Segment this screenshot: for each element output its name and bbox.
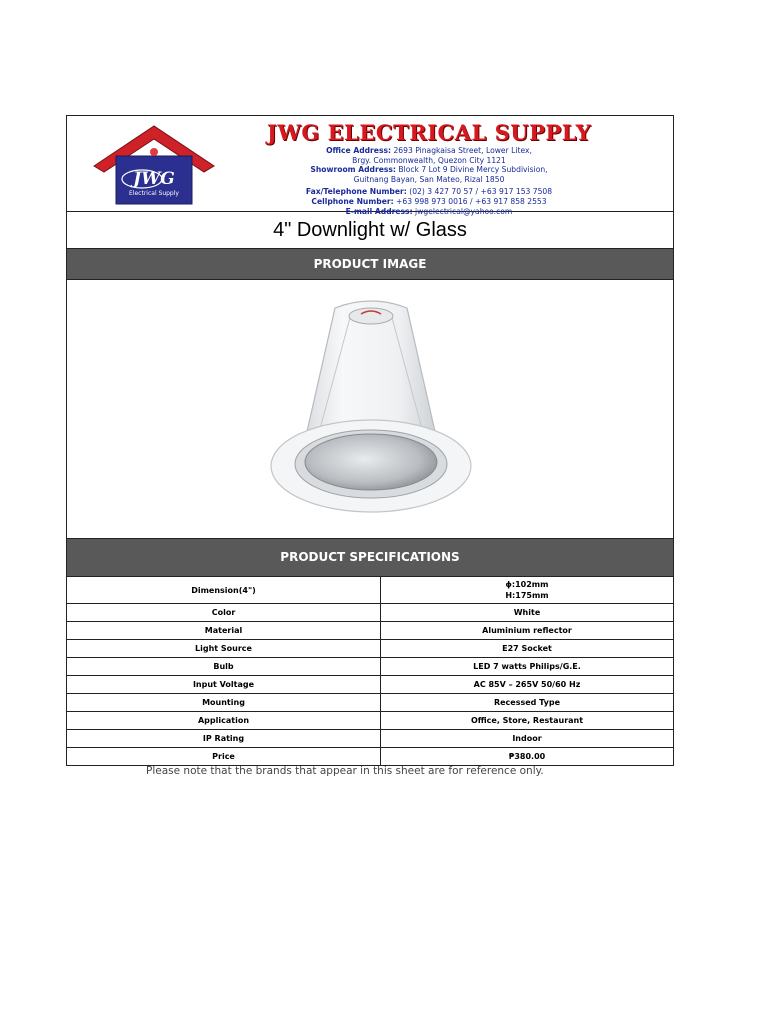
fax-value: (02) 3 427 70 57 / +63 917 153 7508: [409, 187, 553, 197]
product-image-area: [67, 280, 673, 539]
downlight-product-image: [265, 290, 477, 528]
office-line2: Brgy. Commonwealth, Quezon City 1121: [352, 155, 506, 165]
spec-value: Recessed Type: [381, 694, 674, 712]
spec-label: Light Source: [67, 640, 381, 658]
table-row: [67, 748, 673, 766]
spec-label: Bulb: [67, 658, 381, 676]
spec-label: Dimension(4"): [67, 577, 381, 604]
product-title-row: [67, 212, 673, 249]
specs-table: [67, 577, 673, 765]
spec-value: Office, Store, Restaurant: [381, 712, 674, 730]
company-header: [67, 116, 673, 216]
table-row: [67, 658, 673, 676]
spec-label: IP Rating: [67, 730, 381, 748]
spec-label: Color: [67, 604, 381, 622]
product-specs-header: PRODUCT SPECIFICATIONS: [67, 539, 673, 577]
disclaimer-note: Please note that the brands that appear in this sheet are for reference only.: [146, 765, 544, 777]
product-image-header: PRODUCT IMAGE: [67, 249, 673, 280]
spec-value: Aluminium reflector: [381, 622, 674, 640]
showroom-label: Showroom Address:: [310, 165, 396, 175]
office-line1: 2693 Pinagkaisa Street, Lower Litex,: [393, 146, 532, 155]
spec-value: LED 7 watts Philips/G.E.: [381, 658, 674, 676]
spec-value: [381, 577, 674, 604]
table-row: [67, 730, 673, 748]
product-sheet: [66, 115, 674, 766]
table-row: [67, 676, 673, 694]
spec-value: ₱380.00: [381, 748, 674, 766]
logo-text: JWG: [133, 169, 175, 189]
office-label: Office Address:: [326, 146, 392, 155]
email-label: E-mail Address:: [345, 206, 413, 216]
table-row: [67, 622, 673, 640]
cell-label: Cellphone Number:: [311, 196, 394, 206]
dimension-height: H:175mm: [505, 591, 549, 600]
spec-label: Material: [67, 622, 381, 640]
spec-label: Input Voltage: [67, 676, 381, 694]
table-row: [67, 694, 673, 712]
spec-value: White: [381, 604, 674, 622]
table-row: [67, 712, 673, 730]
product-title: 4" Downlight w/ Glass: [273, 219, 467, 241]
fax-label: Fax/Telephone Number:: [305, 187, 407, 197]
table-row: [67, 604, 673, 622]
spec-label: Price: [67, 748, 381, 766]
spec-value: Indoor: [381, 730, 674, 748]
spec-value: AC 85V – 265V 50/60 Hz: [381, 676, 674, 694]
table-row: [67, 640, 673, 658]
showroom-line2: Guitnang Bayan, San Mateo, Rizal 1850: [353, 174, 505, 184]
cell-value: +63 998 973 0016 / +63 917 858 2553: [396, 196, 547, 206]
house-logo-icon: [92, 122, 216, 206]
logo-subtext: Electrical Supply: [129, 190, 179, 197]
company-name: JWG ELECTRICAL SUPPLY: [266, 120, 592, 145]
spec-label: Application: [67, 712, 381, 730]
showroom-line1: Block 7 Lot 9 Divine Mercy Subdivision,: [398, 165, 548, 175]
spec-label: Mounting: [67, 694, 381, 712]
company-info: [219, 120, 639, 216]
table-row: [67, 577, 673, 604]
spec-value: E27 Socket: [381, 640, 674, 658]
dimension-diameter: ɸ:102mm: [505, 580, 549, 589]
email-value: jwgelectrical@yahoo.com: [415, 206, 513, 216]
